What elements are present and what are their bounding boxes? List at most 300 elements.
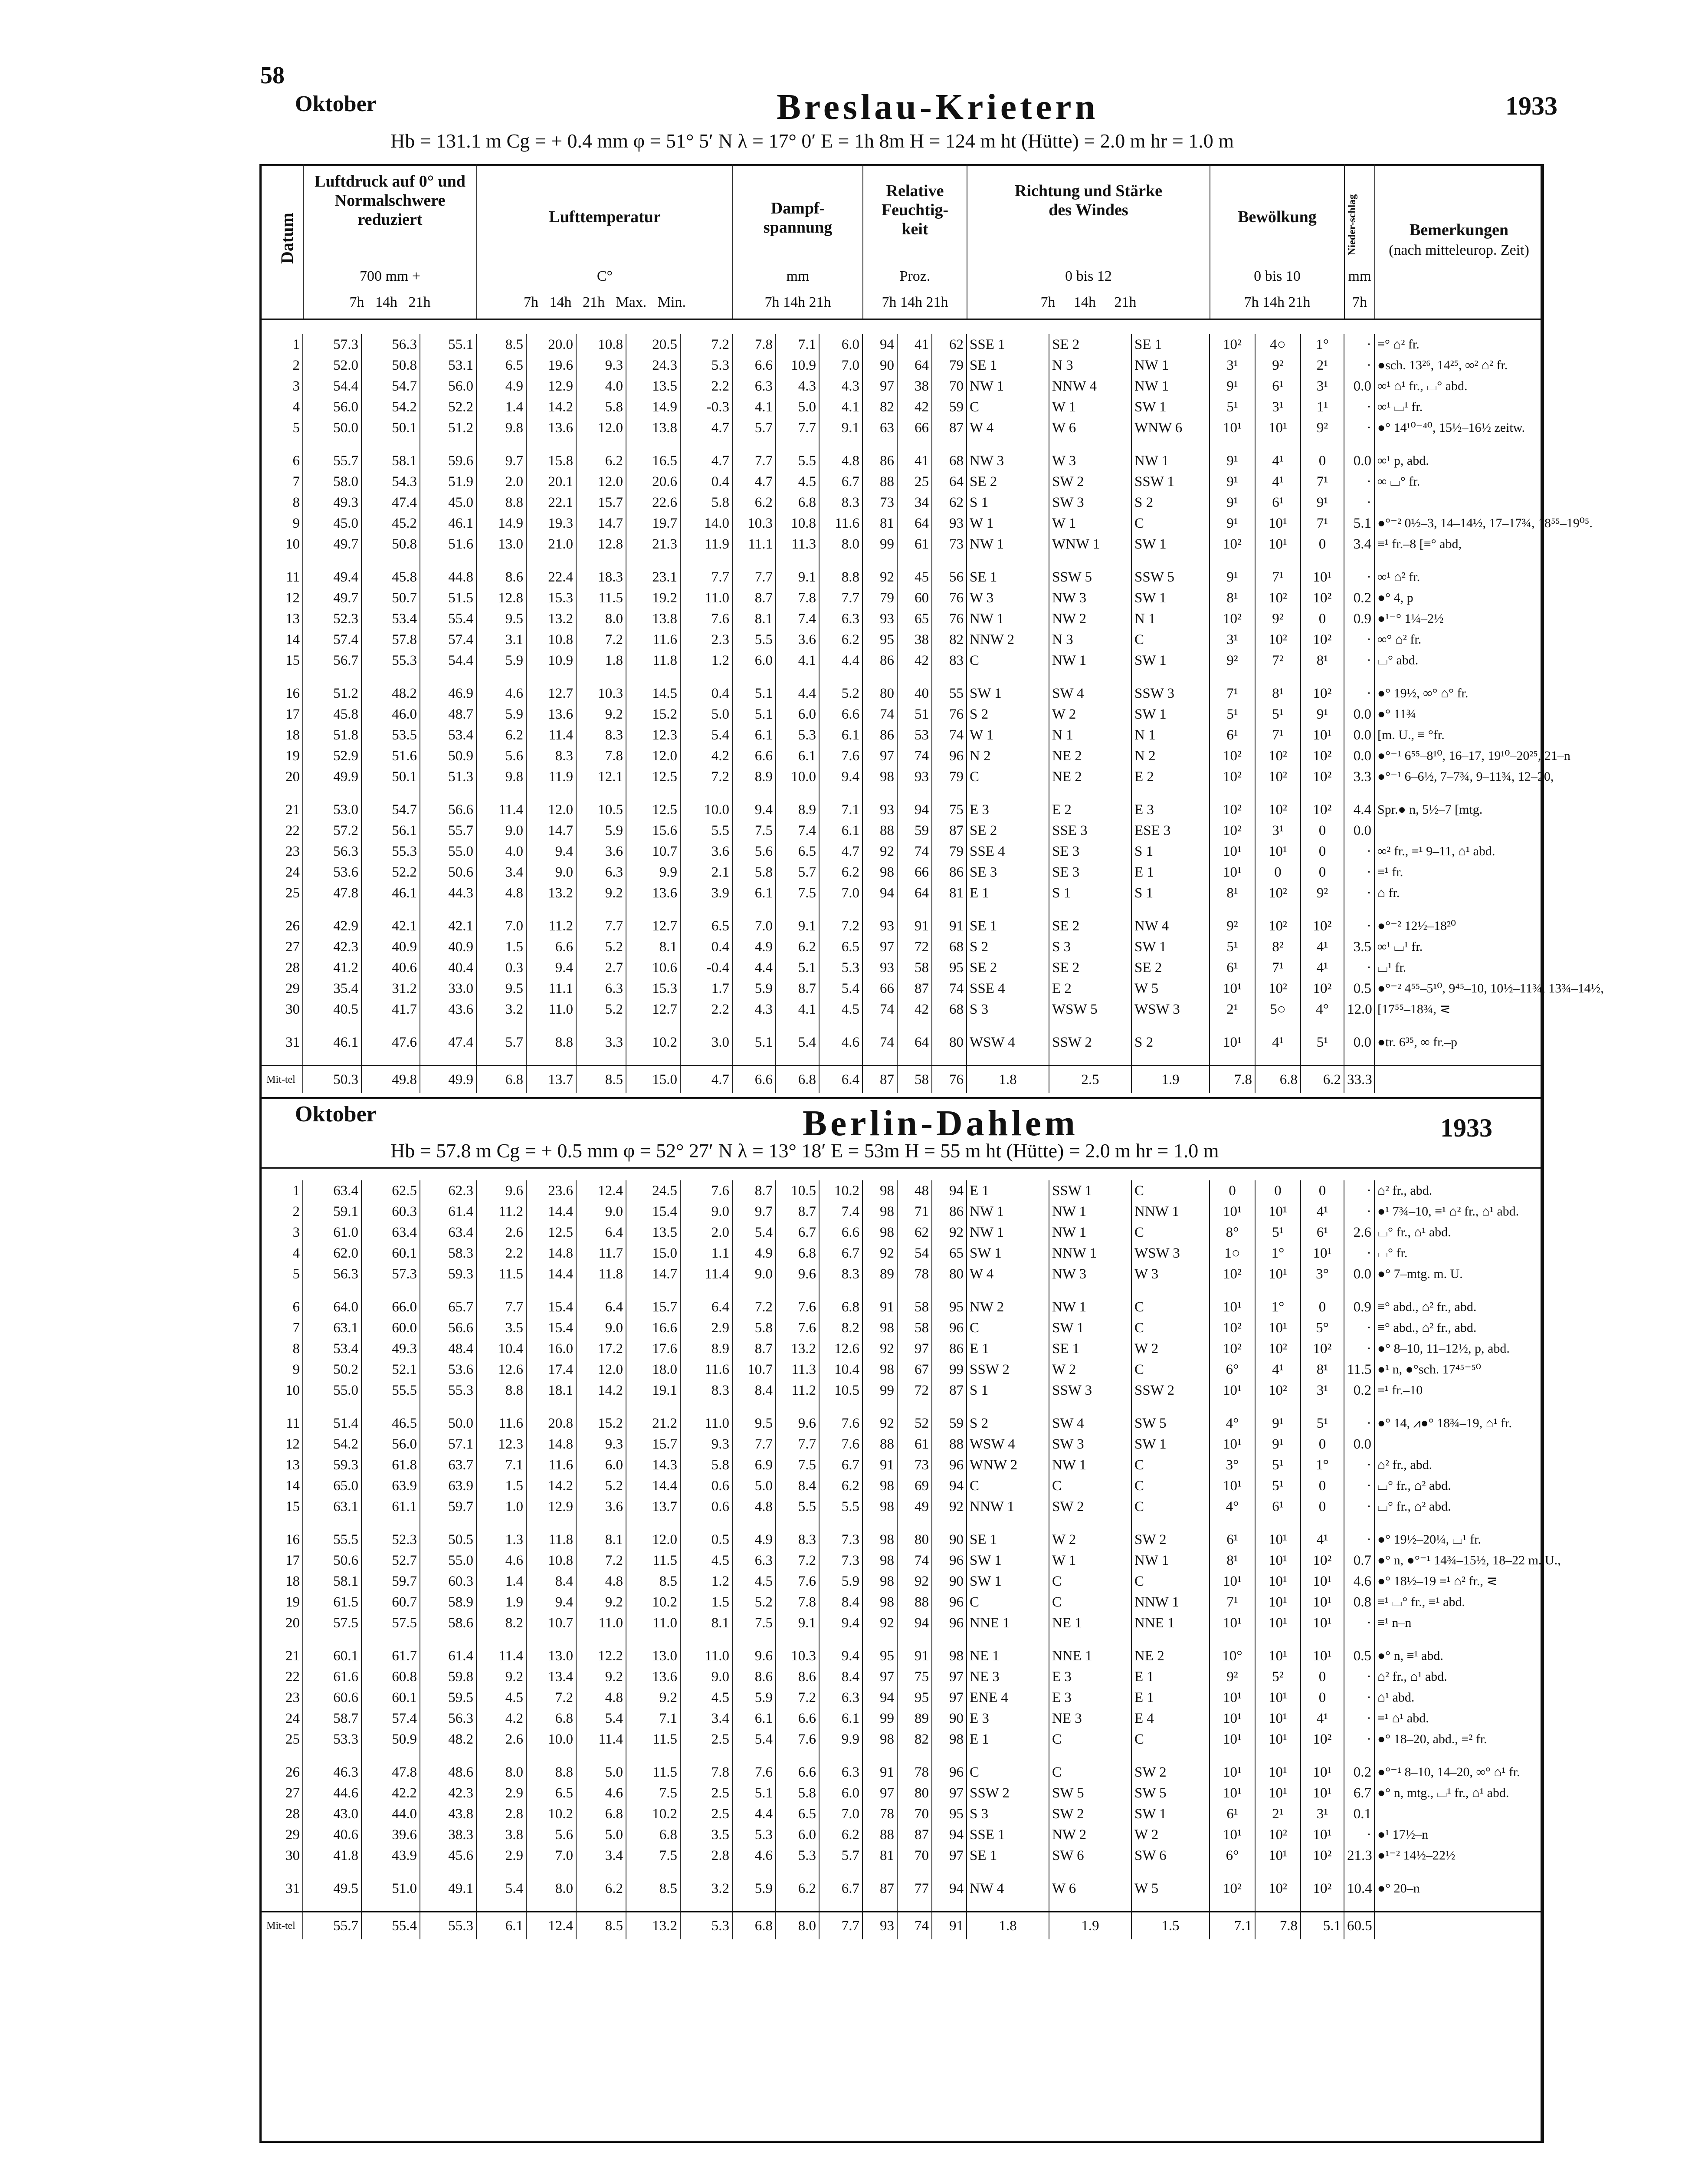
- data-cell: 63.1: [303, 1496, 361, 1517]
- table-row: [259, 1338, 1543, 1359]
- data-cell: SE 1: [967, 916, 1049, 936]
- data-cell: SSW 3: [1131, 683, 1210, 704]
- data-cell: 10: [285, 1382, 300, 1398]
- data-cell: 6.0: [776, 1824, 819, 1845]
- data-cell: 9²: [1210, 1666, 1255, 1687]
- data-cell: 4.1: [776, 650, 819, 671]
- data-cell: 9¹: [1210, 567, 1255, 588]
- table-row: [259, 355, 1543, 376]
- data-cell: 8.3: [576, 725, 626, 746]
- data-cell: SE 1: [1131, 334, 1210, 355]
- data-cell: 6.6: [526, 936, 576, 957]
- data-cell: C: [1131, 629, 1210, 650]
- table-row: [259, 936, 1543, 957]
- data-cell: 7.2: [576, 629, 626, 650]
- data-cell: 0: [1301, 1496, 1344, 1517]
- data-cell: 9¹: [1255, 1434, 1301, 1455]
- data-cell: 1°: [1255, 1297, 1301, 1317]
- data-cell: 60.8: [361, 1666, 420, 1687]
- data-cell: 44.8: [420, 567, 476, 588]
- data-cell: 7.5: [626, 1783, 680, 1804]
- data-cell: 4.1: [819, 397, 862, 417]
- data-cell: 11.1: [732, 534, 776, 555]
- data-cell: 7.1: [626, 1708, 680, 1729]
- data-cell: 55.1: [420, 334, 476, 355]
- data-cell: 13.6: [626, 1666, 680, 1687]
- data-cell: 6.2: [819, 1824, 862, 1845]
- table-row: [259, 1297, 1543, 1317]
- data-cell: 10¹: [1255, 417, 1301, 438]
- data-cell: 6.1: [776, 746, 819, 766]
- data-cell: 80: [897, 1783, 932, 1804]
- data-cell: 11.6: [680, 1359, 732, 1380]
- data-cell: 10¹: [1210, 417, 1255, 438]
- data-cell: 18: [285, 1573, 300, 1589]
- data-cell: 4.4: [819, 650, 862, 671]
- data-cell: 24: [285, 864, 300, 880]
- data-cell: 2.2: [680, 376, 732, 397]
- data-cell: 55.0: [420, 1550, 476, 1571]
- data-cell: 5.0: [776, 397, 819, 417]
- data-cell: 4.8: [476, 883, 526, 903]
- mean-cell: 5.1: [1301, 1912, 1344, 1940]
- table-row: [259, 999, 1543, 1020]
- data-cell: 8.4: [819, 1592, 862, 1613]
- data-cell: 6¹: [1255, 1496, 1301, 1517]
- data-cell: 18.0: [626, 1359, 680, 1380]
- data-cell: 90: [862, 355, 897, 376]
- data-cell: 5.3: [732, 1824, 776, 1845]
- remark-cell: [1374, 820, 1543, 841]
- data-cell: 62: [897, 1222, 932, 1243]
- data-cell: 10¹: [1210, 1729, 1255, 1750]
- data-cell: 5²: [1255, 1666, 1301, 1687]
- data-cell: 10¹: [1255, 1264, 1301, 1285]
- data-cell: 94: [897, 799, 932, 820]
- data-cell: 0: [1301, 608, 1344, 629]
- data-cell: 3.0: [680, 1032, 732, 1053]
- data-cell: NW 3: [1049, 588, 1131, 608]
- section2-year: 1933: [1440, 1114, 1492, 1142]
- data-cell: 60.6: [303, 1687, 361, 1708]
- data-cell: NW 3: [967, 450, 1049, 471]
- data-cell: 25: [285, 885, 300, 901]
- data-cell: W 1: [1049, 397, 1131, 417]
- data-cell: 56.3: [420, 1708, 476, 1729]
- data-cell: 9¹: [1210, 450, 1255, 471]
- data-cell: 10¹: [1255, 1571, 1301, 1592]
- remark-cell: ≡¹ n–n: [1374, 1613, 1543, 1633]
- data-cell: 25: [897, 471, 932, 492]
- data-cell: 0.5: [1344, 1646, 1374, 1666]
- data-cell: WSW 3: [1131, 1243, 1210, 1264]
- data-cell: 6.1: [819, 725, 862, 746]
- data-cell: 7.1: [819, 799, 862, 820]
- mean-cell: 7.8: [1255, 1912, 1301, 1940]
- data-cell: 54.3: [361, 471, 420, 492]
- data-cell: 9.4: [732, 799, 776, 820]
- data-cell: 56.1: [361, 820, 420, 841]
- data-cell: S 1: [967, 1380, 1049, 1401]
- mean-cell: 5.3: [680, 1912, 732, 1940]
- data-cell: 11.0: [626, 1613, 680, 1633]
- data-cell: 8²: [1255, 936, 1301, 957]
- data-cell: 8.8: [476, 1380, 526, 1401]
- data-cell: 10¹: [1210, 1571, 1255, 1592]
- data-cell: C: [1131, 1180, 1210, 1201]
- data-cell: 9.3: [680, 1434, 732, 1455]
- data-cell: 73: [862, 492, 897, 513]
- data-cell: 10.9: [526, 650, 576, 671]
- data-cell: 98: [862, 1180, 897, 1201]
- data-cell: 6°: [1210, 1845, 1255, 1866]
- data-cell: S 2: [967, 936, 1049, 957]
- data-cell: 7.6: [776, 1297, 819, 1317]
- data-cell: 8.3: [526, 746, 576, 766]
- data-cell: 10²: [1301, 799, 1344, 820]
- mean-cell: 55.4: [361, 1912, 420, 1940]
- data-cell: 10²: [1301, 683, 1344, 704]
- data-cell: 8.8: [819, 567, 862, 588]
- data-cell: 23: [285, 1689, 300, 1705]
- data-cell: C: [1049, 1729, 1131, 1750]
- data-cell: 8¹: [1210, 883, 1255, 903]
- data-cell: 7: [292, 1320, 300, 1336]
- data-cell: 81: [862, 1845, 897, 1866]
- data-cell: 92: [862, 1338, 897, 1359]
- data-cell: NW 1: [1131, 376, 1210, 397]
- data-cell: 58.1: [303, 1571, 361, 1592]
- data-cell: 11.0: [576, 1613, 626, 1633]
- data-cell: W 4: [967, 1264, 1049, 1285]
- data-cell: 86: [932, 1338, 967, 1359]
- data-cell: 3.6: [576, 1496, 626, 1517]
- hdr-wind: Richtung und Stärke des Windes 0 bis 12 7h 14h 21h: [967, 164, 1210, 319]
- data-cell: 10.3: [732, 513, 776, 534]
- data-cell: 7.6: [776, 1571, 819, 1592]
- data-cell: 27: [285, 939, 300, 955]
- data-cell: 10¹: [1255, 1783, 1301, 1804]
- remark-cell: ∞² fr., ≡¹ 9–11, ⌂¹ abd.: [1374, 841, 1543, 862]
- data-cell: 11.6: [626, 629, 680, 650]
- data-cell: 61.6: [303, 1666, 361, 1687]
- data-cell: 7.7: [476, 1297, 526, 1317]
- data-cell: S 1: [967, 492, 1049, 513]
- data-cell: 10.8: [576, 334, 626, 355]
- table-row: [259, 397, 1543, 417]
- table-row: [259, 1687, 1543, 1708]
- data-cell: 15.4: [526, 1317, 576, 1338]
- data-cell: 64: [932, 471, 967, 492]
- data-cell: 1.2: [680, 1571, 732, 1592]
- data-cell: 42.1: [361, 916, 420, 936]
- data-cell: C: [1131, 1317, 1210, 1338]
- data-cell: 9.4: [526, 1592, 576, 1613]
- table-row: [259, 471, 1543, 492]
- data-cell: 7.6: [776, 1729, 819, 1750]
- data-cell: 10²: [1210, 799, 1255, 820]
- data-cell: NE 3: [1049, 1708, 1131, 1729]
- data-cell: 21.3: [1344, 1845, 1374, 1866]
- data-cell: 13.7: [626, 1496, 680, 1517]
- data-cell: 97: [932, 1666, 967, 1687]
- data-cell: 13: [285, 1457, 300, 1473]
- hdr-bemerkungen: Bemerkungen (nach mitteleurop. Zeit): [1374, 164, 1543, 319]
- data-cell: 58.7: [303, 1708, 361, 1729]
- data-cell: 86: [932, 862, 967, 883]
- data-cell: 5.4: [732, 1222, 776, 1243]
- data-cell: 54.4: [303, 376, 361, 397]
- data-cell: 55.5: [303, 1529, 361, 1550]
- data-cell: 31.2: [361, 978, 420, 999]
- data-cell: 15: [285, 652, 300, 668]
- data-cell: 20.8: [526, 1413, 576, 1434]
- data-cell: 0.0: [1344, 376, 1374, 397]
- data-cell: 8.2: [476, 1613, 526, 1633]
- data-cell: 42.1: [420, 916, 476, 936]
- data-cell: 5.2: [576, 1475, 626, 1496]
- data-cell: 7.7: [819, 588, 862, 608]
- data-cell: 46.1: [420, 513, 476, 534]
- table-row: [259, 1845, 1543, 1866]
- data-cell: 12.1: [576, 766, 626, 787]
- data-cell: 23.6: [526, 1180, 576, 1201]
- data-cell: 2: [292, 357, 300, 373]
- data-cell: 5¹: [1255, 1222, 1301, 1243]
- table-row: [259, 1222, 1543, 1243]
- data-cell: ·: [1344, 1317, 1374, 1338]
- data-cell: 10.6: [626, 957, 680, 978]
- data-cell: W 3: [967, 588, 1049, 608]
- data-cell: 52.0: [303, 355, 361, 376]
- data-cell: 93: [897, 766, 932, 787]
- data-cell: 11.0: [680, 588, 732, 608]
- data-cell: SE 1: [967, 1845, 1049, 1866]
- data-cell: 4.1: [732, 397, 776, 417]
- data-cell: 40.9: [420, 936, 476, 957]
- data-cell: 5.1: [1344, 513, 1374, 534]
- data-cell: 4.9: [732, 1529, 776, 1550]
- data-cell: 56.3: [303, 1264, 361, 1285]
- data-cell: 10²: [1210, 820, 1255, 841]
- data-cell: 64: [897, 513, 932, 534]
- data-cell: 11.3: [776, 534, 819, 555]
- data-cell: 10¹: [1210, 1297, 1255, 1317]
- data-cell: 6.5: [476, 355, 526, 376]
- data-cell: 22: [285, 1669, 300, 1685]
- data-cell: 6.3: [819, 1687, 862, 1708]
- data-cell: SW 1: [1131, 1434, 1210, 1455]
- mean-cell: 8.0: [776, 1912, 819, 1940]
- data-cell: 10.7: [626, 841, 680, 862]
- data-cell: 11.4: [476, 799, 526, 820]
- data-cell: 96: [932, 1592, 967, 1613]
- data-cell: 11.5: [626, 1729, 680, 1750]
- data-cell: 5.9: [732, 978, 776, 999]
- data-cell: 12.7: [526, 683, 576, 704]
- data-cell: 11.7: [576, 1243, 626, 1264]
- data-cell: 51.8: [303, 725, 361, 746]
- data-cell: 4: [292, 1245, 300, 1261]
- data-cell: 12.0: [626, 1529, 680, 1550]
- data-cell: NE 2: [1049, 766, 1131, 787]
- data-cell: 5○: [1255, 999, 1301, 1020]
- mean-cell: 6.8: [1255, 1066, 1301, 1094]
- data-cell: 87: [897, 1824, 932, 1845]
- data-cell: 0.7: [1344, 1550, 1374, 1571]
- data-cell: 3.3: [1344, 766, 1374, 787]
- data-cell: 51.3: [420, 766, 476, 787]
- mean-cell: 49.9: [420, 1066, 476, 1094]
- data-cell: 10²: [1301, 629, 1344, 650]
- data-cell: 5.8: [680, 1455, 732, 1475]
- data-cell: 16.0: [526, 1338, 576, 1359]
- mean-cell: 49.8: [361, 1066, 420, 1094]
- data-cell: 8¹: [1301, 1359, 1344, 1380]
- data-cell: 10¹: [1255, 1845, 1301, 1866]
- data-cell: 11: [286, 569, 300, 585]
- data-cell: 94: [932, 1180, 967, 1201]
- data-cell: 56.3: [303, 841, 361, 862]
- data-cell: 10²: [1210, 1317, 1255, 1338]
- table-row: [259, 1804, 1543, 1824]
- remark-cell: ●°⁻¹ 6–6½, 7–7¾, 9–11¾, 12–20,: [1374, 766, 1543, 787]
- data-cell: 93: [862, 916, 897, 936]
- table-row: [259, 1762, 1543, 1783]
- data-cell: 54.2: [303, 1434, 361, 1455]
- data-cell: W 6: [1049, 1878, 1131, 1899]
- data-cell: 4¹: [1255, 450, 1301, 471]
- data-cell: 6¹: [1210, 725, 1255, 746]
- data-cell: 19.3: [526, 513, 576, 534]
- data-cell: 8¹: [1301, 650, 1344, 671]
- data-cell: 6¹: [1210, 1529, 1255, 1550]
- data-cell: 9.4: [526, 957, 576, 978]
- remark-cell: ●°⁻¹ 6⁵⁵–8¹⁰, 16–17, 19¹⁰–20²⁵, 21–n: [1374, 746, 1543, 766]
- data-cell: 10¹: [1301, 1243, 1344, 1264]
- table-header: [259, 164, 1543, 320]
- section-divider: [259, 1097, 1543, 1099]
- data-cell: 10¹: [1210, 1783, 1255, 1804]
- data-cell: 7.2: [680, 766, 732, 787]
- data-cell: 10¹: [1255, 534, 1301, 555]
- data-cell: 53.5: [361, 725, 420, 746]
- data-cell: 61: [897, 1434, 932, 1455]
- data-cell: SSE 4: [967, 978, 1049, 999]
- data-cell: 10²: [1210, 534, 1255, 555]
- data-cell: 41.2: [303, 957, 361, 978]
- data-cell: 4.3: [732, 999, 776, 1020]
- data-cell: 3¹: [1210, 355, 1255, 376]
- data-cell: 49.7: [303, 534, 361, 555]
- data-cell: 5.8: [776, 1783, 819, 1804]
- data-cell: 88: [932, 1434, 967, 1455]
- data-cell: 97: [932, 1687, 967, 1708]
- data-cell: 6.5: [776, 1804, 819, 1824]
- data-cell: 9.4: [819, 766, 862, 787]
- remark-cell: ≡¹ ⌴° fr., ≡¹ abd.: [1374, 1592, 1543, 1613]
- data-cell: 63.9: [361, 1475, 420, 1496]
- data-cell: 11.0: [526, 999, 576, 1020]
- data-cell: 2.6: [476, 1222, 526, 1243]
- data-cell: 4.1: [776, 999, 819, 1020]
- data-cell: 4: [292, 399, 300, 415]
- data-cell: 6.7: [819, 1243, 862, 1264]
- data-cell: 41.7: [361, 999, 420, 1020]
- data-cell: 98: [862, 1475, 897, 1496]
- data-cell: 5.0: [732, 1475, 776, 1496]
- data-cell: 96: [932, 1455, 967, 1475]
- data-cell: 4.8: [576, 1687, 626, 1708]
- data-cell: 7.4: [819, 1201, 862, 1222]
- data-cell: 2.0: [476, 471, 526, 492]
- data-cell: 8.7: [776, 1201, 819, 1222]
- mean-cell: 55.3: [420, 1912, 476, 1940]
- data-cell: 39.6: [361, 1824, 420, 1845]
- data-cell: 82: [897, 1729, 932, 1750]
- data-cell: 3.5: [476, 1317, 526, 1338]
- data-cell: 42.3: [303, 936, 361, 957]
- data-cell: SE 2: [1049, 334, 1131, 355]
- data-cell: NW 1: [967, 608, 1049, 629]
- data-cell: 8.9: [776, 799, 819, 820]
- data-cell: 11.1: [526, 978, 576, 999]
- data-cell: 9.0: [526, 862, 576, 883]
- data-cell: 6.7: [1344, 1783, 1374, 1804]
- data-cell: 0: [1255, 862, 1301, 883]
- data-cell: 8.9: [680, 1338, 732, 1359]
- data-cell: 1: [292, 1183, 300, 1199]
- mean-row: [259, 1066, 1543, 1094]
- data-cell: 9¹: [1210, 492, 1255, 513]
- data-cell: SW 1: [967, 1571, 1049, 1592]
- data-cell: 72: [897, 1380, 932, 1401]
- data-cell: 10¹: [1210, 1032, 1255, 1053]
- data-cell: 59.5: [420, 1687, 476, 1708]
- remark-cell: ∞ ⌴° fr.: [1374, 471, 1543, 492]
- data-cell: NW 2: [1049, 1824, 1131, 1845]
- data-cell: 6.0: [819, 1783, 862, 1804]
- data-cell: 13.2: [526, 883, 576, 903]
- remark-cell: ●° 18–20, abd., ≡² fr.: [1374, 1729, 1543, 1750]
- data-cell: 41: [897, 334, 932, 355]
- data-cell: 10²: [1301, 1729, 1344, 1750]
- data-cell: 9.6: [732, 1646, 776, 1666]
- data-cell: 10¹: [1255, 1592, 1301, 1613]
- data-cell: 0.4: [680, 471, 732, 492]
- data-cell: 9.2: [576, 1592, 626, 1613]
- data-cell: 11.0: [680, 1646, 732, 1666]
- data-cell: 50.6: [420, 862, 476, 883]
- data-cell: 0.2: [1344, 588, 1374, 608]
- data-cell: 1.5: [476, 936, 526, 957]
- data-cell: 10²: [1210, 1264, 1255, 1285]
- data-cell: 1.3: [476, 1529, 526, 1550]
- data-cell: 89: [897, 1708, 932, 1729]
- data-cell: S 3: [967, 999, 1049, 1020]
- data-cell: 5.9: [576, 820, 626, 841]
- data-cell: NW 4: [967, 1878, 1049, 1899]
- remark-cell: ∞¹ ⌴¹ fr.: [1374, 397, 1543, 417]
- data-cell: 42.2: [361, 1783, 420, 1804]
- data-cell: 0.0: [1344, 704, 1374, 725]
- data-cell: SW 2: [1131, 1529, 1210, 1550]
- data-cell: 98: [862, 1592, 897, 1613]
- data-cell: 8.7: [732, 1338, 776, 1359]
- data-cell: 10.5: [819, 1380, 862, 1401]
- data-cell: -0.4: [680, 957, 732, 978]
- data-cell: 7.0: [526, 1845, 576, 1866]
